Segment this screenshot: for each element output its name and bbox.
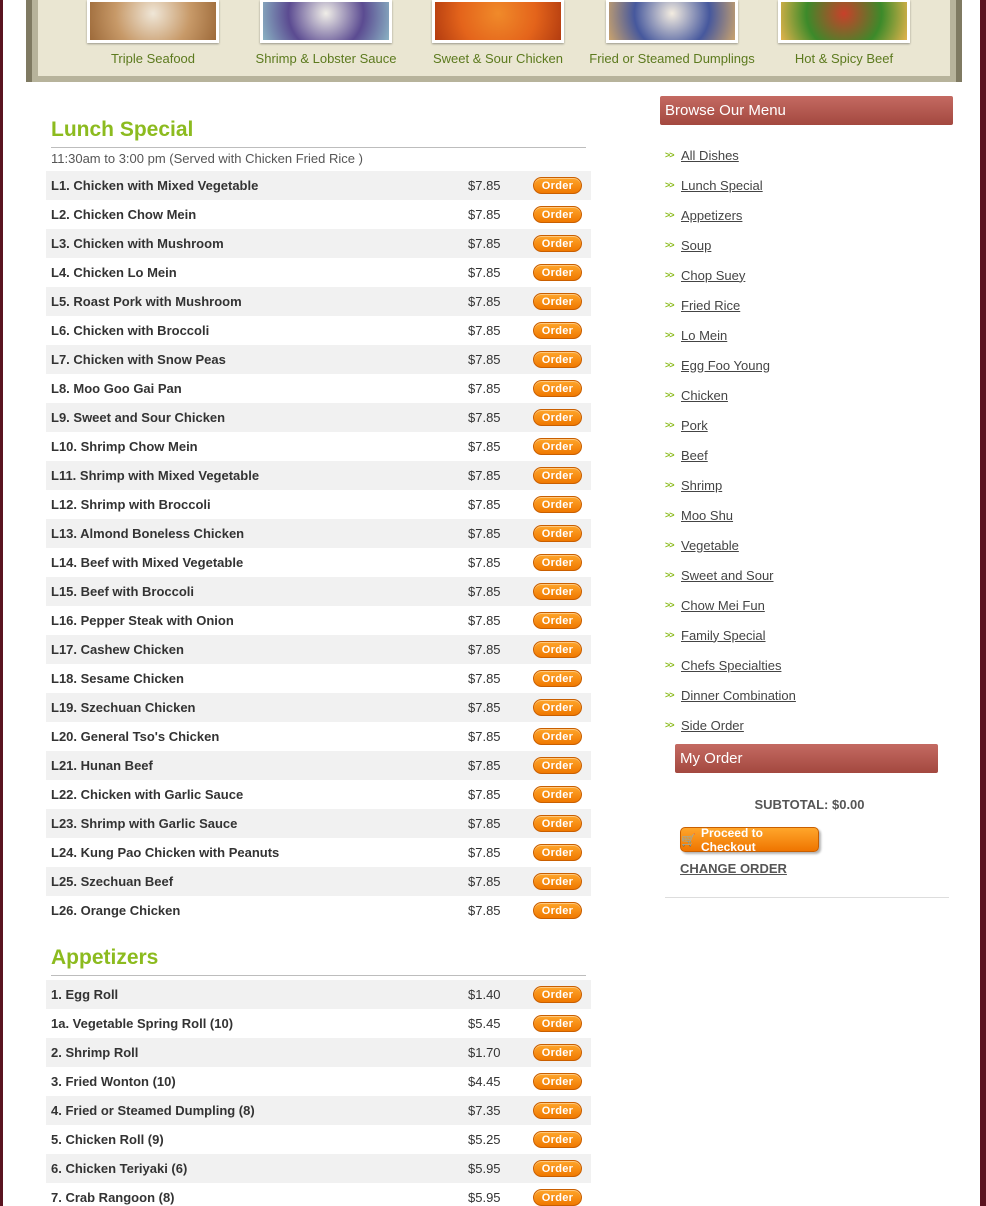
order-button[interactable]: Order (533, 1015, 582, 1032)
category-link[interactable]: Moo Shu (681, 507, 734, 523)
menu-item-row (46, 635, 591, 664)
item-price: $7.85 (468, 787, 501, 802)
item-name: L21. Hunan Beef (51, 758, 153, 773)
double-chevron-icon: >> (665, 300, 674, 310)
category-item (665, 500, 945, 530)
divider (51, 975, 586, 976)
category-link[interactable]: Chow Mei Fun (681, 597, 765, 613)
item-price: $7.85 (468, 816, 501, 831)
category-link[interactable]: Chefs Specialties (681, 657, 782, 673)
category-link[interactable]: Chop Suey (681, 267, 746, 283)
order-button[interactable]: Order (533, 1160, 582, 1177)
category-link[interactable]: Fried Rice (681, 297, 741, 313)
order-button[interactable]: Order (533, 293, 582, 310)
order-button[interactable]: Order (533, 844, 582, 861)
dish-photo-fill (435, 2, 561, 40)
dish-label: Fried or Steamed Dumplings (589, 51, 755, 66)
category-link[interactable]: Chicken (681, 387, 728, 403)
item-price: $7.85 (468, 584, 501, 599)
section-title: Lunch Special (51, 118, 194, 141)
item-name: 5. Chicken Roll (9) (51, 1132, 164, 1147)
order-button[interactable]: Order (533, 1044, 582, 1061)
category-link[interactable]: Soup (681, 237, 712, 253)
item-price: $7.85 (468, 381, 501, 396)
menu-item-row (46, 432, 591, 461)
order-button[interactable]: Order (533, 583, 582, 600)
section-subtitle: 11:30am to 3:00 pm (Served with Chicken Fried Rice ) (51, 151, 363, 166)
dish-photo (606, 0, 738, 43)
item-name: 1a. Vegetable Spring Roll (10) (51, 1016, 234, 1031)
order-button[interactable]: Order (533, 438, 582, 455)
menu-item-row (46, 577, 591, 606)
double-chevron-icon: >> (665, 630, 674, 640)
category-link[interactable]: Side Order (681, 717, 744, 733)
category-link[interactable]: Lunch Special (681, 177, 763, 193)
menu-item-row (46, 896, 591, 925)
order-button[interactable]: Order (533, 351, 582, 368)
banner-dish[interactable] (413, 0, 583, 66)
item-name: L20. General Tso's Chicken (51, 729, 220, 744)
category-item (665, 350, 945, 380)
my-order-header: My Order (675, 744, 938, 773)
item-name: L15. Beef with Broccoli (51, 584, 195, 599)
category-item (665, 260, 945, 290)
menu-item-row (46, 1183, 591, 1206)
appetizers-section (46, 946, 591, 1206)
item-price: $7.85 (468, 497, 501, 512)
item-name: L10. Shrimp Chow Mein (51, 439, 198, 454)
item-price: $7.85 (468, 874, 501, 889)
dish-photo-fill (263, 2, 389, 40)
order-button[interactable]: Order (533, 1073, 582, 1090)
order-button[interactable]: Order (533, 554, 582, 571)
order-button[interactable]: Order (533, 728, 582, 745)
order-button[interactable]: Order (533, 1102, 582, 1119)
item-price: $5.95 (468, 1190, 501, 1205)
menu-item-row (46, 664, 591, 693)
dish-photo-fill (609, 2, 735, 40)
lunch-special-section (46, 118, 591, 925)
item-name: L23. Shrimp with Garlic Sauce (51, 816, 238, 831)
item-name: 3. Fried Wonton (10) (51, 1074, 176, 1089)
menu-item-row (46, 461, 591, 490)
dish-label: Hot & Spicy Beef (794, 51, 894, 66)
category-item (665, 320, 945, 350)
item-price: $7.85 (468, 323, 501, 338)
item-price: $7.85 (468, 178, 501, 193)
category-item (665, 140, 945, 170)
double-chevron-icon: >> (665, 600, 674, 610)
item-price: $7.85 (468, 613, 501, 628)
item-price: $7.85 (468, 265, 501, 280)
menu-list (46, 171, 591, 925)
order-button[interactable]: Order (533, 322, 582, 339)
menu-item-row (46, 693, 591, 722)
category-link[interactable]: Appetizers (681, 207, 743, 223)
category-link[interactable]: Beef (681, 447, 708, 463)
category-link[interactable]: Shrimp (681, 477, 723, 493)
category-item (665, 560, 945, 590)
menu-item-row (46, 403, 591, 432)
menu-item-row (46, 1067, 591, 1096)
banner-dish[interactable] (68, 0, 238, 66)
menu-item-row (46, 722, 591, 751)
order-button[interactable]: Order (533, 409, 582, 426)
double-chevron-icon: >> (665, 450, 674, 460)
item-price: $7.85 (468, 758, 501, 773)
menu-item-row (46, 1009, 591, 1038)
double-chevron-icon: >> (665, 510, 674, 520)
subtotal-text: SUBTOTAL: $0.00 (754, 797, 865, 812)
order-button[interactable]: Order (533, 815, 582, 832)
category-link[interactable]: Egg Foo Young (681, 357, 770, 373)
checkout-label: Proceed to Checkout (700, 825, 763, 854)
order-button[interactable]: Order (533, 873, 582, 890)
item-name: L16. Pepper Steak with Onion (51, 613, 234, 628)
order-button[interactable]: Order (533, 467, 582, 484)
category-item (665, 230, 945, 260)
double-chevron-icon: >> (665, 240, 674, 250)
menu-item-row (46, 980, 591, 1009)
order-button[interactable]: Order (533, 986, 582, 1003)
item-name: L2. Chicken Chow Mein (51, 207, 197, 222)
section-title: Appetizers (51, 946, 159, 969)
order-button[interactable]: Order (533, 380, 582, 397)
order-button[interactable]: Order (533, 496, 582, 513)
double-chevron-icon: >> (665, 330, 674, 340)
item-price: $7.85 (468, 671, 501, 686)
item-price: $7.85 (468, 207, 501, 222)
item-name: L3. Chicken with Mushroom (51, 236, 224, 251)
order-button[interactable]: Order (533, 786, 582, 803)
double-chevron-icon: >> (665, 570, 674, 580)
double-chevron-icon: >> (665, 660, 674, 670)
item-name: 7. Crab Rangoon (8) (51, 1190, 175, 1205)
menu-item-row (46, 229, 591, 258)
item-price: $5.25 (468, 1132, 501, 1147)
category-item (665, 530, 945, 560)
order-button[interactable]: Order (533, 1131, 582, 1148)
dish-banner (26, 0, 962, 82)
category-item (665, 710, 945, 740)
item-name: 4. Fried or Steamed Dumpling (8) (51, 1103, 255, 1118)
order-button[interactable]: Order (533, 699, 582, 716)
menu-item-row (46, 1038, 591, 1067)
menu-item-row (46, 345, 591, 374)
divider (665, 897, 949, 898)
order-button[interactable]: Order (533, 525, 582, 542)
divider (51, 147, 586, 148)
banner-dish[interactable] (241, 0, 411, 66)
menu-item-row (46, 548, 591, 577)
item-name: L6. Chicken with Broccoli (51, 323, 210, 338)
double-chevron-icon: >> (665, 720, 674, 730)
item-name: 6. Chicken Teriyaki (6) (51, 1161, 188, 1176)
double-chevron-icon: >> (665, 360, 674, 370)
menu-item-row (46, 171, 591, 200)
double-chevron-icon: >> (665, 210, 674, 220)
dish-photo-fill (781, 2, 907, 40)
double-chevron-icon: >> (665, 540, 674, 550)
menu-item-row (46, 751, 591, 780)
item-name: L9. Sweet and Sour Chicken (51, 410, 226, 425)
category-link[interactable]: Dinner Combination (681, 687, 796, 703)
dish-label: Triple Seafood (110, 51, 196, 66)
menu-item-row (46, 200, 591, 229)
category-item (665, 410, 945, 440)
item-name: L1. Chicken with Mixed Vegetable (51, 178, 259, 193)
order-button[interactable]: Order (533, 206, 582, 223)
item-price: $7.85 (468, 439, 501, 454)
menu-item-row (46, 316, 591, 345)
item-name: L12. Shrimp with Broccoli (51, 497, 211, 512)
category-item (665, 170, 945, 200)
double-chevron-icon: >> (665, 150, 674, 160)
order-button[interactable]: Order (533, 757, 582, 774)
menu-item-row (46, 490, 591, 519)
item-name: L14. Beef with Mixed Vegetable (51, 555, 244, 570)
menu-item-row (46, 1125, 591, 1154)
order-button[interactable]: Order (533, 902, 582, 919)
menu-item-row (46, 519, 591, 548)
item-price: $7.85 (468, 236, 501, 251)
change-order-link[interactable]: CHANGE ORDER (680, 861, 787, 876)
order-button[interactable]: Order (533, 264, 582, 281)
dish-label: Sweet & Sour Chicken (432, 51, 564, 66)
category-item (665, 470, 945, 500)
item-price: $7.85 (468, 352, 501, 367)
item-name: L17. Cashew Chicken (51, 642, 184, 657)
dish-photo-fill (90, 2, 216, 40)
item-price: $7.85 (468, 555, 501, 570)
item-name: L8. Moo Goo Gai Pan (51, 381, 182, 396)
double-chevron-icon: >> (665, 690, 674, 700)
item-price: $7.85 (468, 294, 501, 309)
item-price: $7.85 (468, 526, 501, 541)
category-link[interactable]: Lo Mein (681, 327, 728, 343)
menu-item-row (46, 838, 591, 867)
double-chevron-icon: >> (665, 180, 674, 190)
item-name: L22. Chicken with Garlic Sauce (51, 787, 244, 802)
menu-item-row (46, 374, 591, 403)
item-name: L19. Szechuan Chicken (51, 700, 196, 715)
double-chevron-icon: >> (665, 390, 674, 400)
item-name: L26. Orange Chicken (51, 903, 181, 918)
item-name: L25. Szechuan Beef (51, 874, 174, 889)
menu-item-row (46, 258, 591, 287)
category-link[interactable]: Vegetable (681, 537, 739, 553)
order-button[interactable]: Order (533, 177, 582, 194)
menu-item-row (46, 287, 591, 316)
item-name: 1. Egg Roll (51, 987, 119, 1002)
category-item (665, 650, 945, 680)
dish-photo (260, 0, 392, 43)
item-name: L4. Chicken Lo Mein (51, 265, 177, 280)
item-price: $7.85 (468, 729, 501, 744)
category-list (665, 140, 945, 740)
category-item (665, 200, 945, 230)
dish-photo (87, 0, 219, 43)
item-name: L24. Kung Pao Chicken with Peanuts (51, 845, 280, 860)
menu-item-row (46, 867, 591, 896)
item-name: L11. Shrimp with Mixed Vegetable (51, 468, 260, 483)
banner-dish[interactable] (759, 0, 929, 66)
dish-photo (778, 0, 910, 43)
page (3, 0, 980, 1206)
item-price: $7.85 (468, 845, 501, 860)
category-item (665, 680, 945, 710)
item-price: $7.85 (468, 410, 501, 425)
cart-icon: 🛒 (681, 832, 696, 847)
dish-label: Shrimp & Lobster Sauce (255, 51, 397, 66)
category-item (665, 380, 945, 410)
item-price: $7.85 (468, 903, 501, 918)
double-chevron-icon: >> (665, 270, 674, 280)
item-name: L5. Roast Pork with Mushroom (51, 294, 242, 309)
category-link[interactable]: Family Special (681, 627, 766, 643)
category-item (665, 290, 945, 320)
menu-item-row (46, 780, 591, 809)
item-name: L18. Sesame Chicken (51, 671, 184, 686)
browse-menu-header: Browse Our Menu (660, 96, 953, 125)
item-price: $7.35 (468, 1103, 501, 1118)
dish-photo (432, 0, 564, 43)
item-price: $5.95 (468, 1161, 501, 1176)
item-price: $7.85 (468, 642, 501, 657)
item-price: $1.40 (468, 987, 501, 1002)
category-item (665, 590, 945, 620)
banner-dish[interactable] (587, 0, 757, 66)
item-price: $5.45 (468, 1016, 501, 1031)
category-item (665, 620, 945, 650)
menu-item-row (46, 606, 591, 635)
menu-item-row (46, 1096, 591, 1125)
category-item (665, 440, 945, 470)
category-link[interactable]: Sweet and Sour (681, 567, 774, 583)
dish-banner-inner (38, 0, 950, 76)
order-button[interactable]: Order (533, 235, 582, 252)
menu-item-row (46, 1154, 591, 1183)
order-button[interactable]: Order (533, 612, 582, 629)
item-name: L7. Chicken with Snow Peas (51, 352, 226, 367)
checkout-button[interactable] (680, 827, 819, 852)
item-price: $7.85 (468, 700, 501, 715)
order-button[interactable]: Order (533, 641, 582, 658)
double-chevron-icon: >> (665, 420, 674, 430)
item-name: 2. Shrimp Roll (51, 1045, 139, 1060)
order-button[interactable]: Order (533, 670, 582, 687)
item-name: L13. Almond Boneless Chicken (51, 526, 245, 541)
order-button[interactable]: Order (533, 1189, 582, 1206)
menu-list (46, 980, 591, 1206)
item-price: $4.45 (468, 1074, 501, 1089)
item-price: $1.70 (468, 1045, 501, 1060)
item-price: $7.85 (468, 468, 501, 483)
double-chevron-icon: >> (665, 480, 674, 490)
category-link[interactable]: All Dishes (681, 147, 739, 163)
category-link[interactable]: Pork (681, 417, 708, 433)
menu-item-row (46, 809, 591, 838)
